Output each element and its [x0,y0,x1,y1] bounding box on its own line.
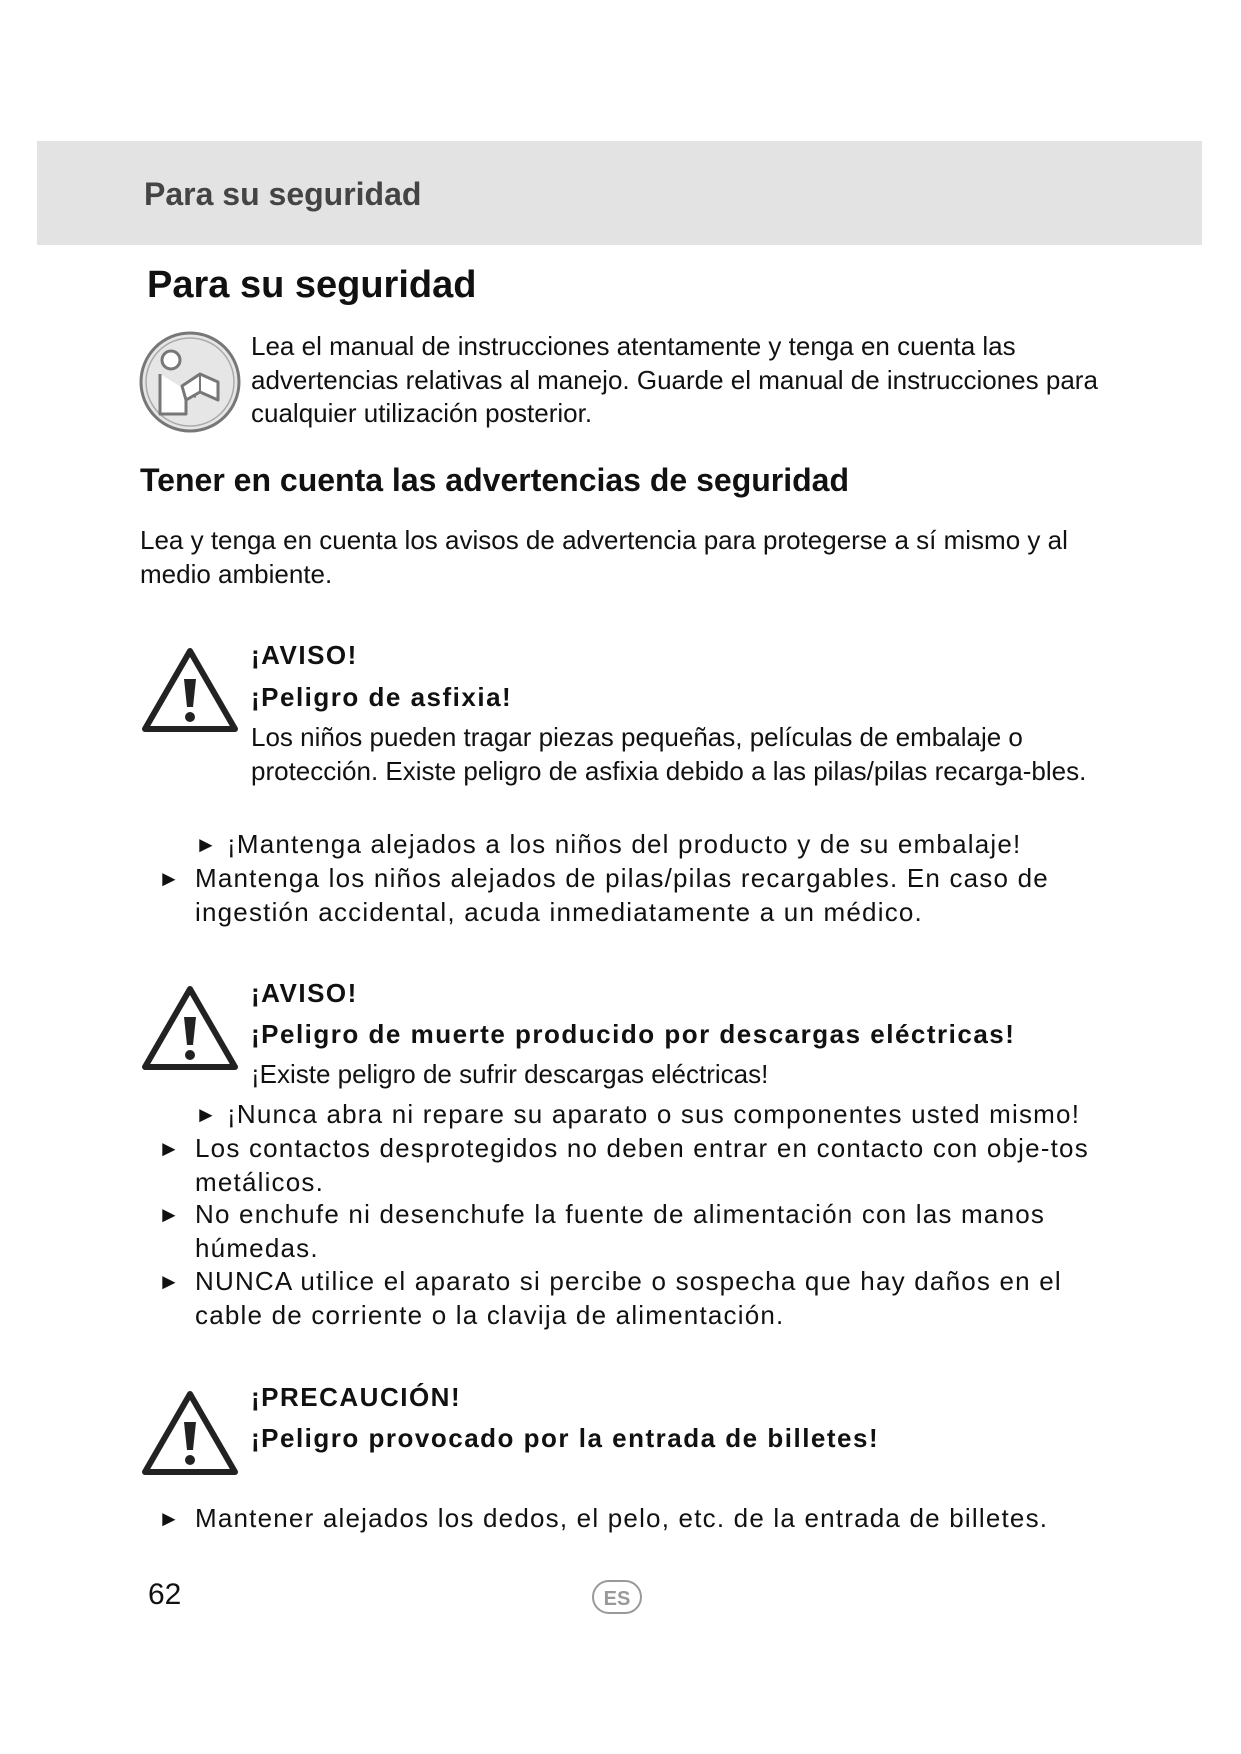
bullet-arrow-icon: ► [158,1202,181,1227]
warning-triangle-icon [140,645,240,740]
warning-1-heading: ¡Peligro de asfixia! [251,682,513,712]
header-title: Para su seguridad [144,176,422,212]
warning-1-text: Los niños pueden tragar piezas pequeñas, películas de embalaje o protección. Existe peligro de asfixia debido a las pilas/pilas recarga-bles. [251,722,1087,786]
warning-2-bullet-1: ► ¡Nunca abra ni repare su aparato o sus componentes usted mismo! [195,1098,1155,1132]
bullet-arrow-icon: ► [195,832,218,857]
warning-2-bullet-3: ► No enchufe ni desenchufe la fuente de alimentación con las manos húmedas. [158,1199,1046,1263]
warning-2-heading: ¡Peligro de muerte producido por descargas eléctricas! [251,1019,1016,1049]
warning-triangle-icon [140,983,240,1078]
warning-2-bullet-2: ► Los contactos desprotegidos no deben entrar en contacto con obje-tos metálicos. [158,1133,1089,1197]
language-badge: ES [592,1580,642,1614]
page-title: Para su seguridad [147,264,477,306]
bullet-arrow-icon: ► [158,1506,181,1531]
warning-3-signal: ¡PRECAUCIÓN! [251,1382,462,1412]
bullet-arrow-icon: ► [195,1102,218,1127]
bullet-arrow-icon: ► [158,866,181,891]
warning-3-heading: ¡Peligro provocado por la entrada de billetes! [251,1423,880,1453]
warning-1-bullet-2: ► Mantenga los niños alejados de pilas/pilas recargables. En caso de ingestión accidental, acuda inmediatamente a un médico. [158,863,1049,927]
warning-2-text: ¡Existe peligro de sufrir descargas eléctricas! [251,1059,769,1089]
bullet-arrow-icon: ► [158,1136,181,1161]
bullet-arrow-icon: ► [158,1269,181,1294]
warning-2-signal: ¡AVISO! [251,978,358,1008]
warning-1-bullet-1: ► ¡Mantenga alejados a los niños del producto y de su embalaje! [195,828,1021,862]
warning-2-bullet-4: ► NUNCA utilice el aparato si percibe o sospecha que hay daños en el cable de corriente o la clavija de alimentación. [158,1266,1062,1330]
section-title: Tener en cuenta las advertencias de seguridad [140,462,850,498]
section-intro: Lea y tenga en cuenta los avisos de advertencia para protegerse a sí mismo y al medio ambiente. [140,525,1068,589]
warning-1-signal: ¡AVISO! [251,640,358,670]
page-number: 62 [148,1578,182,1611]
intro-text: Lea el manual de instrucciones atentamente y tenga en cuenta las advertencias relativas al manejo. Guarde el manual de instrucciones para cualquier utilización posterior. [251,331,1098,428]
warning-3-bullet-1: ► Mantener alejados los dedos, el pelo, etc. de la entrada de billetes. [158,1502,1118,1536]
read-manual-icon [138,330,242,439]
warning-triangle-icon [140,1388,240,1483]
